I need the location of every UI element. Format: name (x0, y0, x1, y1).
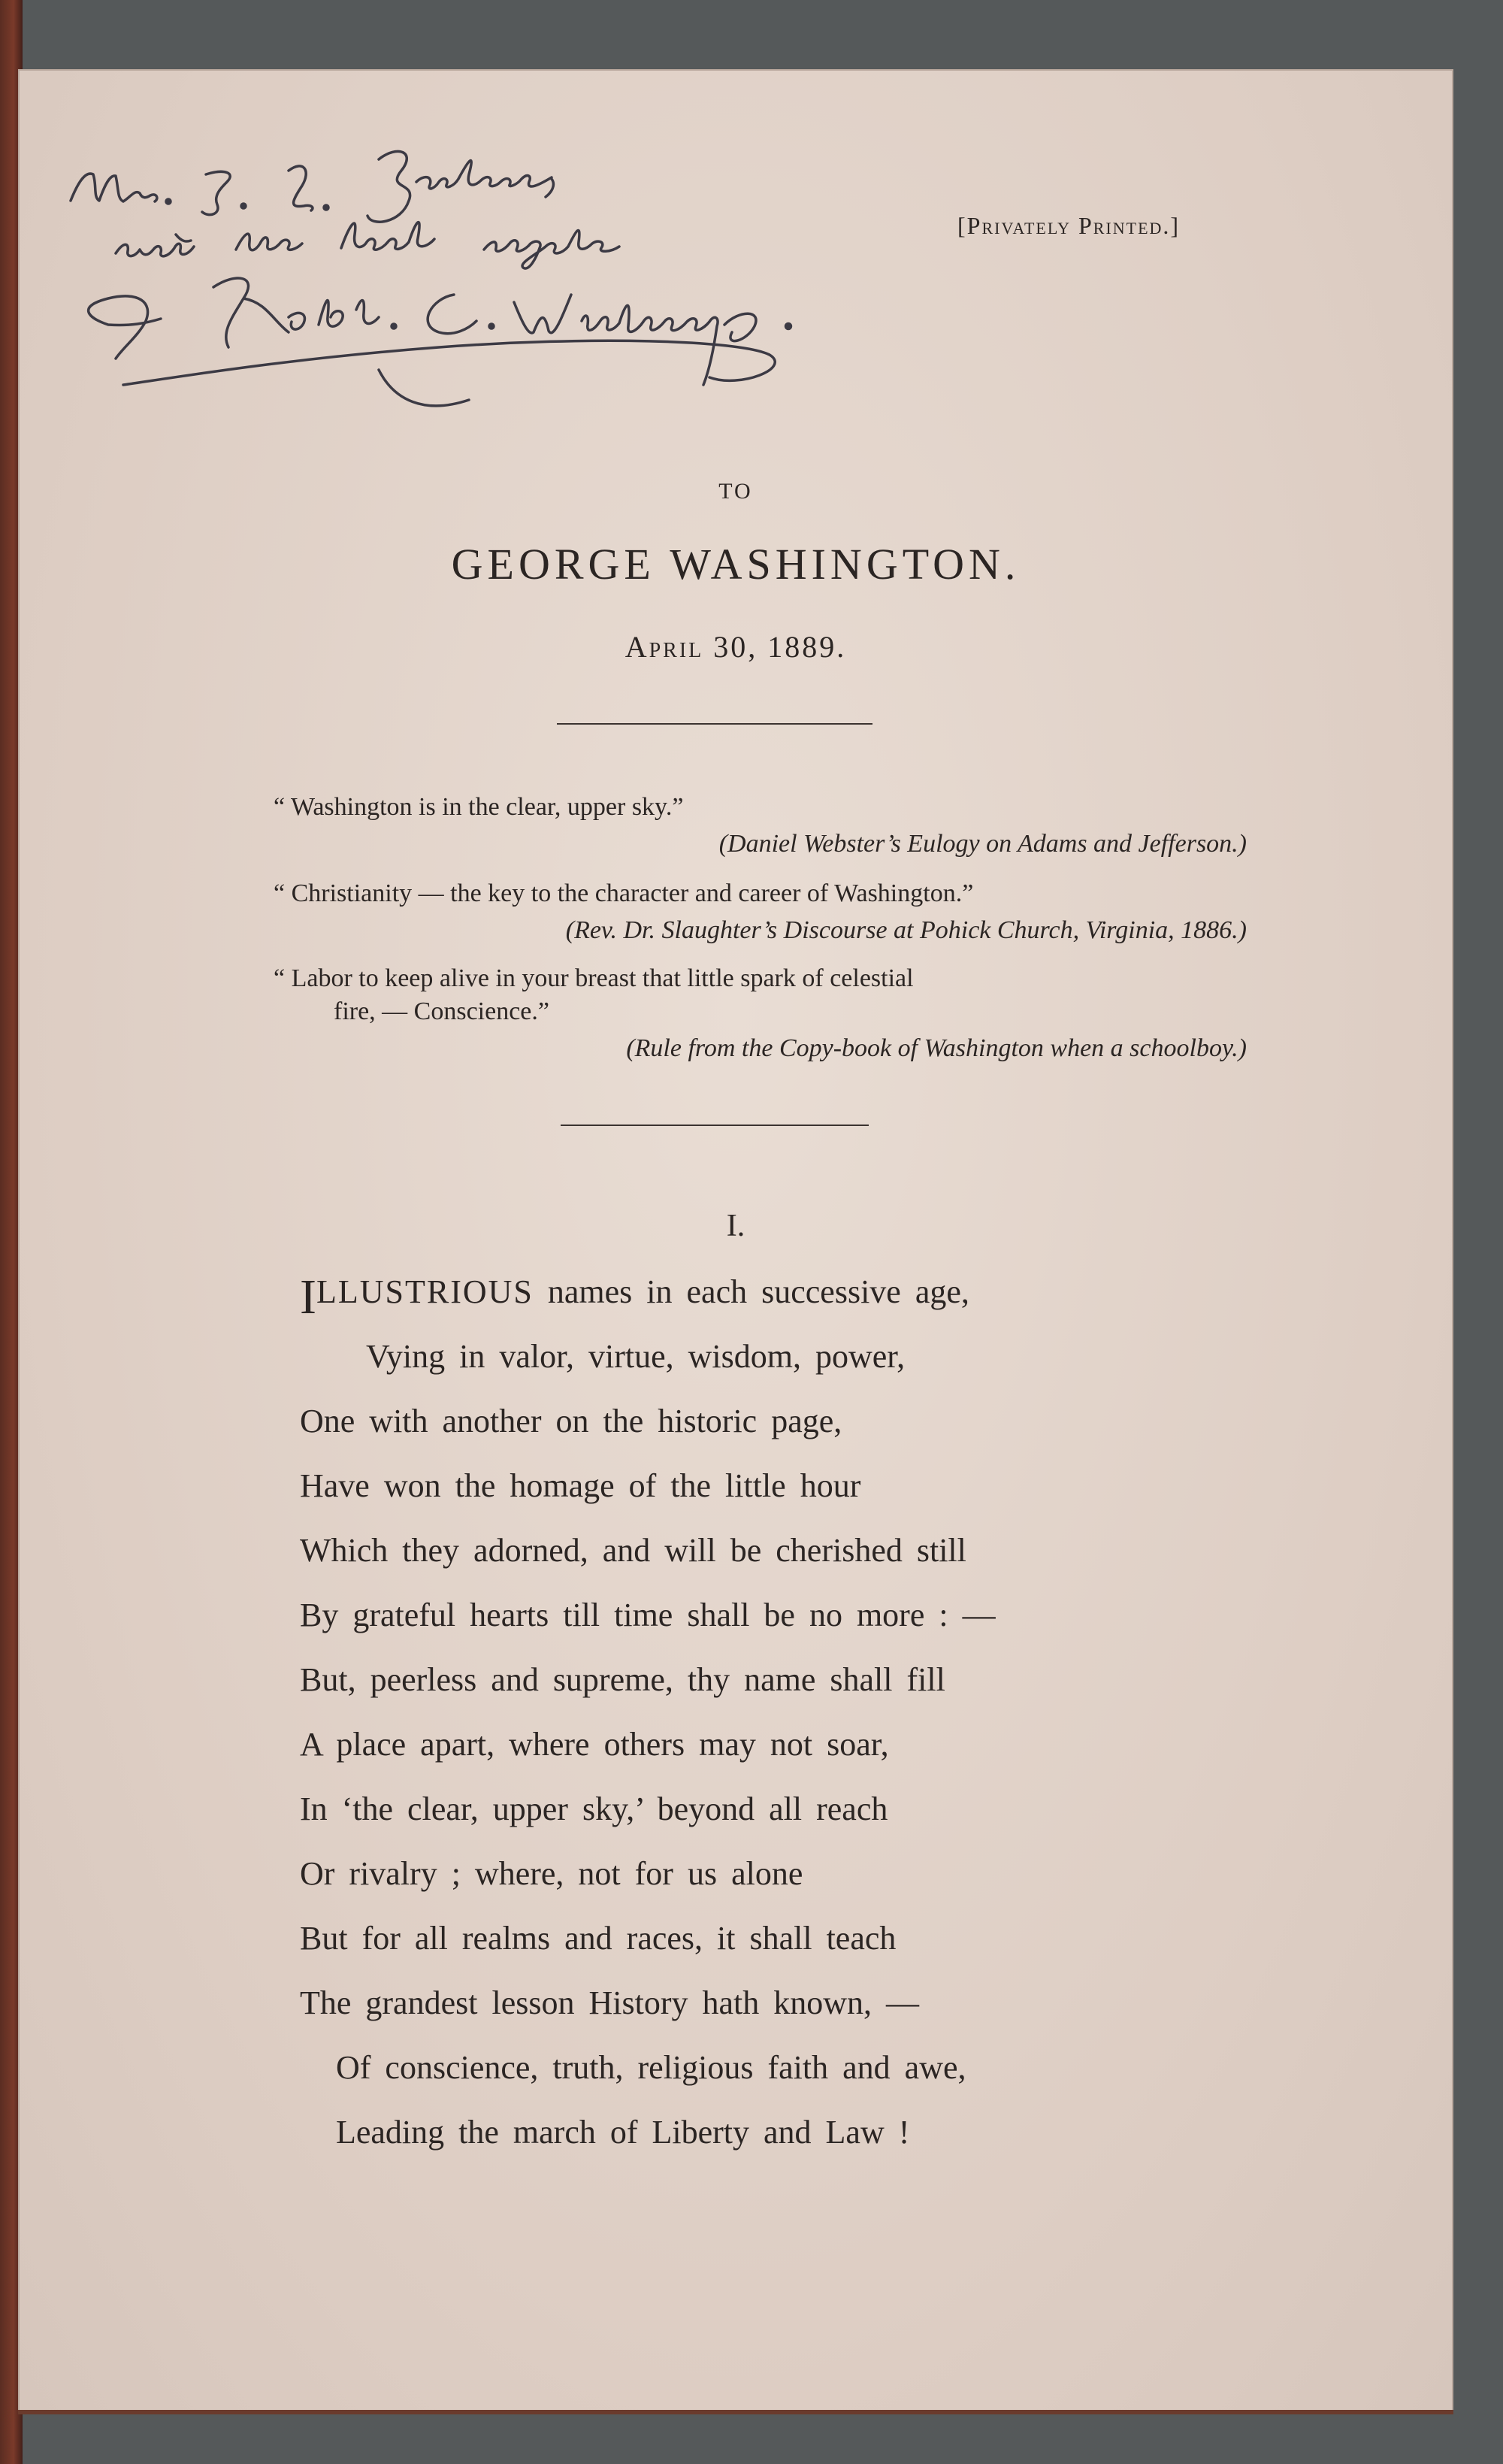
epigraph-quote-3-text-1: “ Labor to keep alive in your breast that little spark of celestial (274, 964, 914, 992)
first-line-rest: names in each successive age, (533, 1273, 969, 1310)
divider-top (557, 723, 872, 725)
poem-line-12: The grandest lesson History hath known, — (300, 1984, 919, 2021)
privately-printed-note: [Privately Printed.] (957, 212, 1181, 239)
epigraph-quote-3-text-2: fire, — Conscience.” (334, 997, 549, 1025)
poem-line-11: But for all realms and races, it shall teach (300, 1920, 897, 1957)
poem-line-10: Or rivalry ; where, not for us alone (300, 1855, 803, 1892)
epigraph-quote-1-text: “ Washington is in the clear, upper sky.” (274, 793, 684, 821)
page-bottom-edge (18, 2410, 1453, 2414)
epigraph-quote-3 (274, 962, 1247, 1063)
poem-line-7: But, peerless and supreme, thy name shall fill (300, 1661, 945, 1698)
epigraph-quote-2-text: “ Christianity — the key to the character and career of Washington.” (274, 879, 974, 907)
book-page (18, 69, 1453, 2413)
poem-line-1 (300, 1270, 1202, 1338)
epigraph-quote-3-source: (Rule from the Copy-book of Washington when a schoolboy.) (626, 1034, 1247, 1062)
poem-line-9: In ‘the clear, upper sky,’ beyond all reach (300, 1790, 888, 1827)
poem-line-4: Have won the homage of the little hour (300, 1467, 861, 1504)
poem-line-3: One with another on the historic page, (300, 1403, 842, 1439)
poem-line-13: Of conscience, truth, religious faith and awe, (336, 2049, 966, 2086)
divider-bottom (561, 1125, 869, 1126)
poem-line-6: By grateful hearts till time shall be no more : — (300, 1597, 996, 1633)
poem-line-2: Vying in valor, virtue, wisdom, power, (366, 1338, 906, 1375)
first-word-caps: LLUSTRIOUS (316, 1273, 534, 1310)
handwritten-inscription (63, 129, 1040, 445)
section-numeral: I. (726, 1209, 745, 1243)
poem-line-8: A place apart, where others may not soar, (300, 1726, 889, 1763)
epigraph-quote-1 (274, 791, 1247, 858)
poem-date: April 30, 1889. (624, 630, 847, 664)
page-title: GEORGE WASHINGTON. (451, 540, 1021, 589)
epigraph-quote-1-source: (Daniel Webster’s Eulogy on Adams and Jefferson.) (718, 830, 1247, 858)
epigraph-quote-2 (274, 877, 1247, 945)
dedication-to: TO (718, 479, 753, 504)
epigraph-quote-2-source: (Rev. Dr. Slaughter’s Discourse at Pohick Church, Virginia, 1886.) (565, 916, 1247, 944)
poem-stanza (300, 1270, 1202, 2178)
drop-cap-initial: I (300, 1270, 316, 1324)
poem-line-14: Leading the march of Liberty and Law ! (336, 2114, 910, 2151)
poem-line-5: Which they adorned, and will be cherished still (300, 1532, 966, 1569)
